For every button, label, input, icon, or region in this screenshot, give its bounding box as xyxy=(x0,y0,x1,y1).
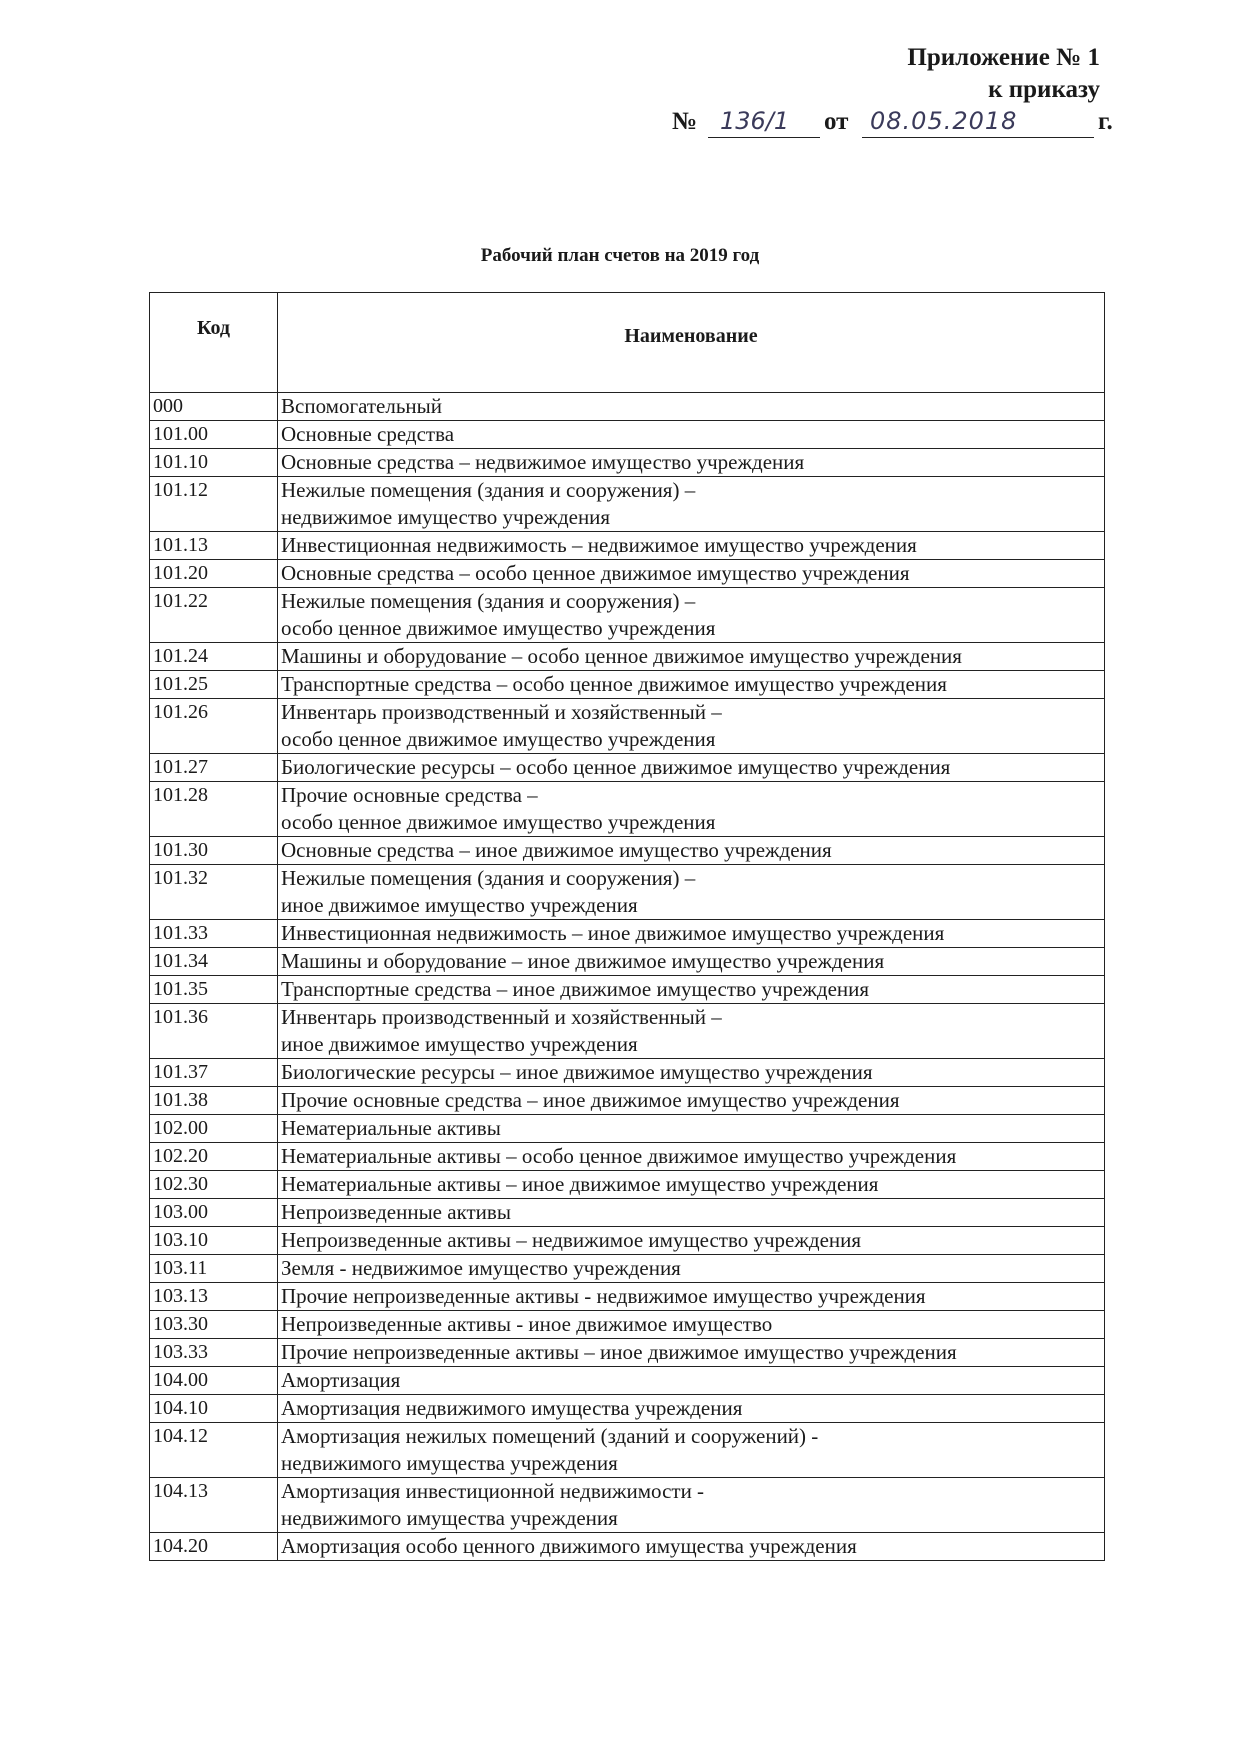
table-row xyxy=(150,1533,1105,1561)
account-name-cell: Непроизведенные активы - иное движимое имущество xyxy=(278,1311,1105,1339)
account-name-cell: Земля - недвижимое имущество учреждения xyxy=(278,1255,1105,1283)
account-name-cell: Транспортные средства – особо ценное движимое имущество учреждения xyxy=(278,671,1105,699)
table-row xyxy=(150,532,1105,560)
table-header-row xyxy=(150,293,1105,393)
account-code-cell: 103.13 xyxy=(150,1283,278,1311)
account-code-cell: 101.28 xyxy=(150,782,278,837)
account-code-cell: 101.27 xyxy=(150,754,278,782)
account-code-cell: 102.30 xyxy=(150,1171,278,1199)
account-code-cell: 101.10 xyxy=(150,449,278,477)
table-row xyxy=(150,1143,1105,1171)
table-row xyxy=(150,1059,1105,1087)
table-row xyxy=(150,1115,1105,1143)
column-header-code: Код xyxy=(150,293,278,393)
account-name-cell: Прочие основные средства – особо ценное движимое имущество учреждения xyxy=(278,782,1105,837)
table-row xyxy=(150,1367,1105,1395)
account-name-cell: Нематериальные активы – иное движимое имущество учреждения xyxy=(278,1171,1105,1199)
account-name-cell: Машины и оборудование – особо ценное движимое имущество учреждения xyxy=(278,643,1105,671)
account-code-cell: 101.35 xyxy=(150,976,278,1004)
table-row xyxy=(150,588,1105,643)
table-row xyxy=(150,782,1105,837)
account-code-cell: 102.00 xyxy=(150,1115,278,1143)
table-row xyxy=(150,1283,1105,1311)
handwritten-order-number: 136/1 xyxy=(720,107,790,135)
account-name-cell: Амортизация инвестиционной недвижимости - недвижимого имущества учреждения xyxy=(278,1478,1105,1533)
account-code-cell: 101.37 xyxy=(150,1059,278,1087)
order-reference: к приказу xyxy=(988,76,1100,103)
account-name-cell: Нежилые помещения (здания и сооружения) – особо ценное движимое имущество учреждения xyxy=(278,588,1105,643)
account-name-cell: Амортизация недвижимого имущества учреждения xyxy=(278,1395,1105,1423)
account-name-cell: Прочие непроизведенные активы - недвижимое имущество учреждения xyxy=(278,1283,1105,1311)
account-name-cell: Амортизация особо ценного движимого имущества учреждения xyxy=(278,1533,1105,1561)
table-row xyxy=(150,477,1105,532)
table-row xyxy=(150,1395,1105,1423)
account-name-cell: Инвентарь производственный и хозяйственный – особо ценное движимое имущество учреждения xyxy=(278,699,1105,754)
handwritten-order-date: 08.05.2018 xyxy=(870,107,1018,135)
table-row xyxy=(150,754,1105,782)
account-code-cell: 104.13 xyxy=(150,1478,278,1533)
table-row xyxy=(150,560,1105,588)
account-code-cell: 101.25 xyxy=(150,671,278,699)
account-name-cell: Прочие основные средства – иное движимое имущество учреждения xyxy=(278,1087,1105,1115)
table-row xyxy=(150,1199,1105,1227)
account-code-cell: 101.00 xyxy=(150,421,278,449)
table-row xyxy=(150,976,1105,1004)
account-code-cell: 104.20 xyxy=(150,1533,278,1561)
account-name-cell: Основные средства – особо ценное движимое имущество учреждения xyxy=(278,560,1105,588)
appendix-header xyxy=(907,42,1100,106)
table-row xyxy=(150,1423,1105,1478)
account-code-cell: 103.33 xyxy=(150,1339,278,1367)
table-row xyxy=(150,671,1105,699)
table-row xyxy=(150,948,1105,976)
table-row xyxy=(150,699,1105,754)
account-code-cell: 102.20 xyxy=(150,1143,278,1171)
account-name-cell: Биологические ресурсы – особо ценное движимое имущество учреждения xyxy=(278,754,1105,782)
account-name-cell: Основные средства – недвижимое имущество учреждения xyxy=(278,449,1105,477)
order-number-line xyxy=(672,103,1112,143)
account-name-cell: Нематериальные активы xyxy=(278,1115,1105,1143)
number-sign: № xyxy=(672,108,698,135)
account-name-cell: Амортизация нежилых помещений (зданий и сооружений) - недвижимого имущества учреждения xyxy=(278,1423,1105,1478)
account-name-cell: Нежилые помещения (здания и сооружения) – недвижимое имущество учреждения xyxy=(278,477,1105,532)
account-name-cell: Основные средства xyxy=(278,421,1105,449)
account-code-cell: 101.26 xyxy=(150,699,278,754)
account-code-cell: 101.30 xyxy=(150,837,278,865)
appendix-title: Приложение № 1 xyxy=(907,44,1100,71)
table-row xyxy=(150,1339,1105,1367)
accounts-table xyxy=(149,292,1105,1561)
table-body xyxy=(150,393,1105,1561)
table-row xyxy=(150,1255,1105,1283)
year-suffix: г. xyxy=(1098,108,1113,135)
account-code-cell: 101.38 xyxy=(150,1087,278,1115)
account-name-cell: Непроизведенные активы xyxy=(278,1199,1105,1227)
table-row xyxy=(150,1004,1105,1059)
table-row xyxy=(150,1171,1105,1199)
table-row xyxy=(150,1311,1105,1339)
table-row xyxy=(150,865,1105,920)
table-row xyxy=(150,1478,1105,1533)
account-name-cell: Амортизация xyxy=(278,1367,1105,1395)
table-row xyxy=(150,1087,1105,1115)
account-code-cell: 101.22 xyxy=(150,588,278,643)
table-row xyxy=(150,393,1105,421)
account-code-cell: 104.00 xyxy=(150,1367,278,1395)
account-name-cell: Инвестиционная недвижимость – недвижимое имущество учреждения xyxy=(278,532,1105,560)
table-row xyxy=(150,920,1105,948)
account-code-cell: 103.00 xyxy=(150,1199,278,1227)
order-number-field xyxy=(708,103,820,138)
account-code-cell: 101.36 xyxy=(150,1004,278,1059)
account-name-cell: Инвестиционная недвижимость – иное движимое имущество учреждения xyxy=(278,920,1105,948)
document-title: Рабочий план счетов на 2019 год xyxy=(480,245,760,266)
account-name-cell: Нежилые помещения (здания и сооружения) – иное движимое имущество учреждения xyxy=(278,865,1105,920)
accounts-table-container xyxy=(149,292,1104,1561)
account-code-cell: 101.33 xyxy=(150,920,278,948)
order-date-field xyxy=(862,103,1094,138)
table-row xyxy=(150,421,1105,449)
account-name-cell: Вспомогательный xyxy=(278,393,1105,421)
account-code-cell: 101.13 xyxy=(150,532,278,560)
from-label: от xyxy=(824,108,849,135)
account-name-cell: Инвентарь производственный и хозяйственный – иное движимое имущество учреждения xyxy=(278,1004,1105,1059)
account-code-cell: 101.24 xyxy=(150,643,278,671)
account-name-cell: Машины и оборудование – иное движимое имущество учреждения xyxy=(278,948,1105,976)
account-code-cell: 101.20 xyxy=(150,560,278,588)
account-name-cell: Основные средства – иное движимое имущество учреждения xyxy=(278,837,1105,865)
table-row xyxy=(150,449,1105,477)
account-code-cell: 000 xyxy=(150,393,278,421)
account-code-cell: 101.32 xyxy=(150,865,278,920)
account-code-cell: 104.10 xyxy=(150,1395,278,1423)
account-name-cell: Нематериальные активы – особо ценное движимое имущество учреждения xyxy=(278,1143,1105,1171)
table-row xyxy=(150,643,1105,671)
account-code-cell: 103.11 xyxy=(150,1255,278,1283)
account-name-cell: Прочие непроизведенные активы – иное движимое имущество учреждения xyxy=(278,1339,1105,1367)
account-name-cell: Биологические ресурсы – иное движимое имущество учреждения xyxy=(278,1059,1105,1087)
account-code-cell: 101.12 xyxy=(150,477,278,532)
column-header-name: Наименование xyxy=(278,293,1105,393)
account-name-cell: Транспортные средства – иное движимое имущество учреждения xyxy=(278,976,1105,1004)
account-code-cell: 103.30 xyxy=(150,1311,278,1339)
table-row xyxy=(150,837,1105,865)
account-code-cell: 104.12 xyxy=(150,1423,278,1478)
account-code-cell: 101.34 xyxy=(150,948,278,976)
account-name-cell: Непроизведенные активы – недвижимое имущество учреждения xyxy=(278,1227,1105,1255)
table-row xyxy=(150,1227,1105,1255)
account-code-cell: 103.10 xyxy=(150,1227,278,1255)
